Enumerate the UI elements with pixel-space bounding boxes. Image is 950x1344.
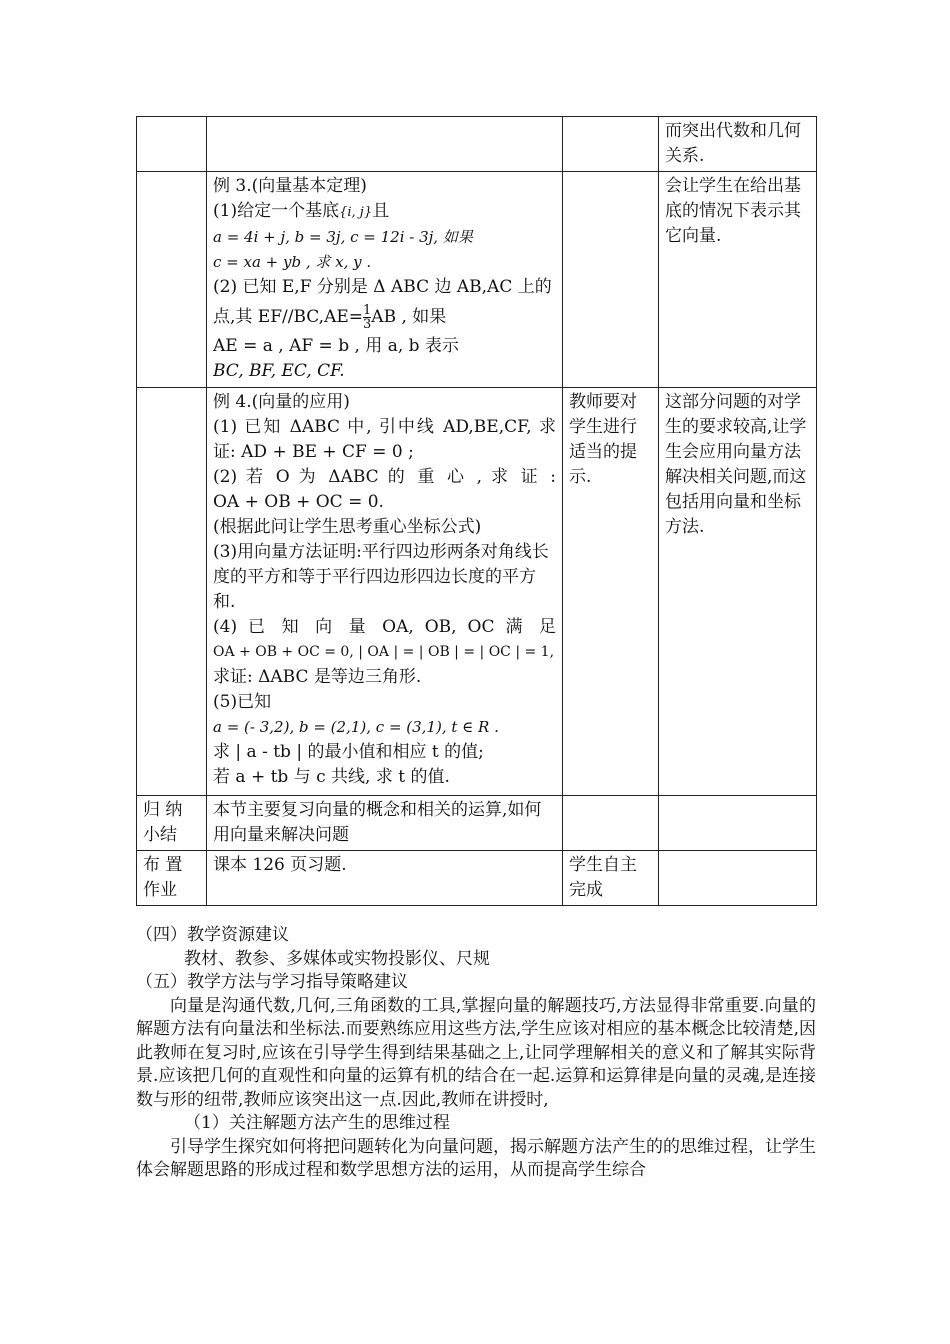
cell-stage	[137, 796, 207, 851]
example4-title: 例 4.(向量的应用)	[213, 392, 350, 412]
example4-p2-line2: OA + OB + OC = 0.	[213, 492, 384, 512]
cell-teacher	[563, 172, 659, 388]
table-row-example3	[137, 172, 817, 388]
teacher-text: 教师要对学生进行适当的提示.	[569, 392, 637, 487]
lesson-plan-table	[136, 116, 817, 906]
cell-stage	[137, 172, 207, 388]
cell-content	[207, 388, 563, 796]
table-row	[137, 117, 817, 172]
example4-p1-line2: 证: AD + BE + CF = 0 ;	[213, 442, 414, 462]
section5-paragraph-1: 向量是沟通代数,几何,三角函数的工具,掌握向量的解题技巧,方法显得非常重要.向量的解题方法有向量法和坐标法.而要熟练应用这些方法,学生应该对相应的基本概念比较清楚,因此教师在复习时,应该在引导学生得到结果基础之上,让同学理解相关的意义和了解其实际背景.应该把几何的直观性和向量的运算有机的结合在一起.运算和运算律是向量的灵魂,是连接数与形的纽带,教师应该突出这一点.因此,教师在讲授时,	[136, 995, 816, 1110]
example3-and: 且	[372, 201, 390, 221]
cell-content	[207, 851, 563, 906]
example4-p4-line2: OA + OB + OC = 0, | OA | = | OB | = | OC | = 1,	[213, 644, 555, 660]
formula-1: a = 4i + j, b = 3j, c = 12i - 3j, 如果	[213, 228, 473, 246]
cell-purpose	[659, 796, 817, 851]
example3-part1-intro: (1)给定一个基底	[213, 201, 340, 221]
stage-label: 归 纳 小结	[143, 800, 183, 845]
cell-stage	[137, 851, 207, 906]
purpose-text: 而突出代数和几何关系.	[665, 121, 801, 166]
cell-content	[207, 172, 563, 388]
cell-teacher	[563, 388, 659, 796]
cell-teacher	[563, 796, 659, 851]
cell-stage	[137, 117, 207, 172]
example4-p2-line1: (2) 若 O 为 ΔABC 的 重 心 , 求 证 :	[213, 467, 556, 487]
example4-p2-note: (根据此问让学生思考重心坐标公式)	[213, 517, 482, 537]
basis-formula: {i, j}	[339, 205, 373, 220]
part2-text-a: 点,其 EF//BC,AE=	[213, 307, 364, 327]
cell-stage	[137, 388, 207, 796]
example3-part2-line2	[213, 300, 556, 334]
example3-part2-line4: BC, BF, EC, CF.	[213, 361, 345, 381]
example3-part2-line3: AE = a , AF = b , 用 a, b 表示	[213, 336, 459, 356]
example3-part2-line1: (2) 已知 E,F 分别是 Δ ABC 边 AB,AC 上的	[213, 277, 552, 297]
part2-text-b: AB , 如果	[371, 307, 447, 327]
cell-purpose	[659, 388, 817, 796]
teacher-text: 学生自主完成	[569, 855, 637, 900]
example3-title: 例 3.(向量基本定理)	[213, 176, 367, 196]
body-text	[136, 924, 816, 1183]
cell-content	[207, 117, 563, 172]
fraction-denominator: 3	[363, 317, 372, 332]
summary-text: 本节主要复习向量的概念和相关的运算,如何用向量来解决问题	[213, 800, 542, 845]
table-row-homework	[137, 851, 817, 906]
cell-content	[207, 796, 563, 851]
table-row-example4	[137, 388, 817, 796]
section5-subheading-1: （1）关注解题方法产生的思维过程	[184, 1113, 450, 1133]
formula-2: c = xa + yb , 求 x, y .	[213, 253, 372, 271]
section5-heading: （五）教学方法与学习指导策略建议	[136, 972, 408, 992]
fraction-numerator: 1	[363, 303, 372, 318]
cell-purpose	[659, 172, 817, 388]
cell-teacher	[563, 851, 659, 906]
section4-heading: （四）教学资源建议	[136, 925, 289, 945]
example4-p4-line3: 求证: ΔABC 是等边三角形.	[213, 667, 422, 687]
example4-p1-line1: (1) 已知 ΔABC 中, 引中线 AD,BE,CF, 求	[213, 417, 556, 437]
section4-content: 教材、教参、多媒体或实物投影仪、尺规	[184, 948, 490, 969]
stage-label: 布 置 作业	[143, 855, 183, 900]
table-row-summary	[137, 796, 817, 851]
example4-p5-line2: a = (- 3,2), b = (2,1), c = (3,1), t ∈ R .	[213, 718, 499, 736]
purpose-text: 会让学生在给出基底的情况下表示其它向量.	[665, 176, 801, 246]
example4-p5-line3: 求 | a - tb | 的最小值和相应 t 的值;	[213, 742, 484, 762]
example4-p4-line1: (4) 已 知 向 量 OA, OB, OC 满 足	[213, 617, 556, 637]
purpose-text: 这部分问题的对学生的要求较高,让学生会应用向量方法解决相关问题,而这包括用向量和坐标方法.	[665, 392, 807, 537]
example3-part1-line	[213, 199, 556, 225]
example4-p5-line1: (5)已知	[213, 692, 272, 712]
homework-text: 课本 126 页习题.	[213, 855, 347, 875]
example4-p5-line4: 若 a + tb 与 c 共线, 求 t 的值.	[213, 767, 450, 787]
cell-purpose	[659, 117, 817, 172]
cell-teacher	[563, 117, 659, 172]
example4-p3: (3)用向量方法证明:平行四边形两条对角线长度的平方和等于平行四边形四边长度的平方和.	[213, 542, 549, 612]
section5-paragraph-2: 引导学生探究如何将把问题转化为向量问题，揭示解题方法产生的的思维过程，让学生体会解题思路的形成过程和数学思想方法的运用，从而提高学生综合	[136, 1136, 816, 1180]
cell-purpose	[659, 851, 817, 906]
